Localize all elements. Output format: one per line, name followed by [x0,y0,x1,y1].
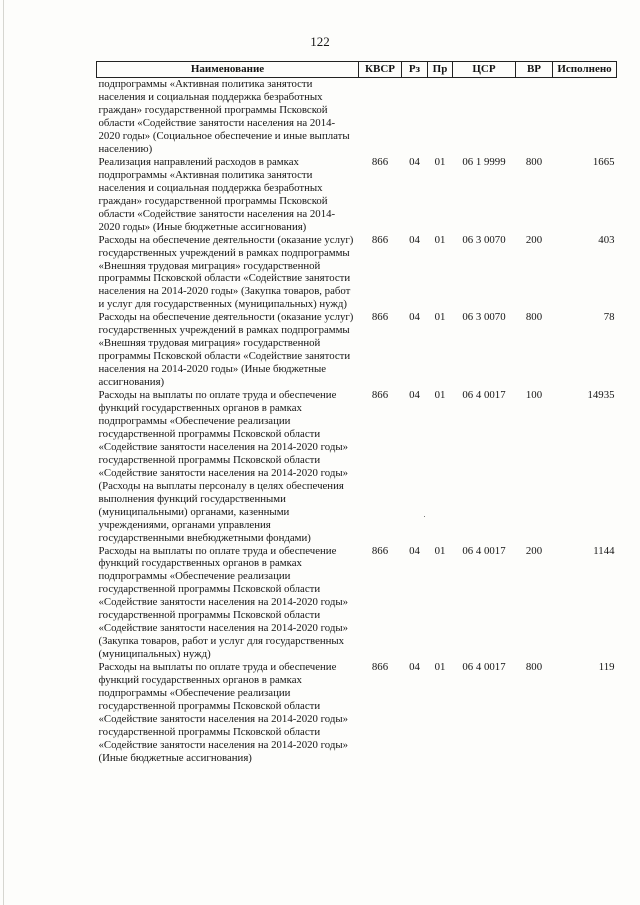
row-rz [402,78,428,156]
row-amount [553,78,617,156]
row-name: Реализация направлений расходов в рамках подпрограммы «Активная политика занятости населения и социальная поддержка безработных граждан» государственной программы Псковской области «Содействие занятости населения на 2014-2020 годы» (Иные бюджетные ассигнования) [98,155,336,233]
row-vr: 200 [525,544,543,557]
page-number: 122 [310,34,330,49]
row-vr: 200 [525,233,543,246]
row-pr [428,78,453,156]
row-pr: 01 [434,233,446,246]
row-name: Расходы на обеспечение деятельности (оказание услуг) государственных учреждений в рамках подпрограммы «Внешняя трудовая миграция» государственной программы Псковской области «Содействие занятости населения на 2014-2020 годы» (Иные бюджетные ассигнования) [98,311,354,389]
row-rz: 04 [409,389,420,402]
row-rz: 04 [409,155,420,168]
header-pr: Пр [428,62,453,78]
row-pr: 01 [434,311,446,324]
row-vr: 800 [525,661,543,674]
row-csr [453,78,516,156]
row-amount: 78 [603,311,615,324]
row-pr: 01 [434,544,446,557]
table-row [97,234,617,312]
row-rz: 04 [409,233,420,246]
row-rz: 04 [409,544,420,557]
table-row [97,545,617,662]
row-rz: 04 [409,661,420,674]
header-rz: Рз [402,62,428,78]
row-name: Расходы на выплаты по оплате труда и обеспечение функций государственных органов в рамках подпрограммы «Обеспечение реализации государственной программы Псковской области «Содействие занятости населения на 2014-2020 годы» государственной программы Псковской области «Содействие занятости населения на 2014-2020 годы» (Расходы на выплаты персоналу в целях обеспечения выполнения функций государственными (муниципальными) органами, казенными учреждениями, органами управления государственными внебюджетными фондами) [98,389,348,544]
row-amount: 14935 [587,389,615,402]
header-vr: ВР [516,62,553,78]
row-kvsr: 866 [371,311,389,324]
row-name: подпрограммы «Активная политика занятости населения и социальная поддержка безработных граждан» государственной программы Псковской области «Содействие занятости населения на 2014-2020 годы» (Социальное обеспечение и иные выплаты населению) [98,78,350,155]
header-kvsr: КВСР [359,62,402,78]
row-pr: 01 [434,661,446,674]
row-kvsr: 866 [371,233,389,246]
row-csr: 06 4 0017 [462,389,506,402]
header-name: Наименование [97,62,359,78]
row-amount: 1665 [592,155,615,168]
scan-binding-edge [3,0,4,905]
row-vr: 800 [525,311,543,324]
row-amount: 1144 [593,544,615,557]
row-kvsr: 866 [371,155,389,168]
row-kvsr: 866 [371,544,389,557]
table-row [97,78,617,156]
row-kvsr: 866 [371,661,389,674]
table-row [97,389,617,544]
header-csr: ЦСР [453,62,516,78]
row-vr: 100 [525,389,543,402]
row-name: Расходы на выплаты по оплате труда и обеспечение функций государственных органов в рамках подпрограммы «Обеспечение реализации государственной программы Псковской области «Содействие занятости населения на 2014-2020 годы» государственной программы Псковской области «Содействие занятости населения на 2014-2020 годы» (Иные бюджетные ассигнования) [98,661,348,764]
row-pr: 01 [434,389,446,402]
table-row [97,311,617,389]
row-rz: 04 [409,311,420,324]
budget-table [96,61,617,765]
row-vr [516,78,553,156]
row-vr: 800 [525,155,543,168]
row-pr: 01 [434,155,446,168]
header-amount: Исполнено [553,62,617,78]
row-csr: 06 1 9999 [462,155,506,168]
row-name: Расходы на выплаты по оплате труда и обеспечение функций государственных органов в рамках подпрограммы «Обеспечение реализации государственной программы Псковской области «Содействие занятости населения на 2014-2020 годы» государственной программы Псковской области «Содействие занятости населения на 2014-2020 годы» (Закупка товаров, работ и услуг для государственных (муниципальных) нужд) [98,544,348,661]
row-csr: 06 4 0017 [462,661,506,674]
table-header-row [97,62,617,78]
table-row [97,661,617,765]
row-kvsr [359,78,402,156]
row-amount: 119 [598,661,615,674]
row-kvsr: 866 [371,389,389,402]
row-amount: 403 [598,233,615,246]
row-csr: 06 4 0017 [462,544,506,557]
row-csr: 06 3 0070 [462,233,506,246]
row-name: Расходы на обеспечение деятельности (оказание услуг) государственных учреждений в рамках подпрограммы «Внешняя трудовая миграция» государственной программы Псковской области «Содействие занятости населения на 2014-2020 годы» (Закупка товаров, работ и услуг для государственных (муниципальных) нужд) [98,233,354,311]
row-csr: 06 3 0070 [462,311,506,324]
table-row [97,156,617,234]
